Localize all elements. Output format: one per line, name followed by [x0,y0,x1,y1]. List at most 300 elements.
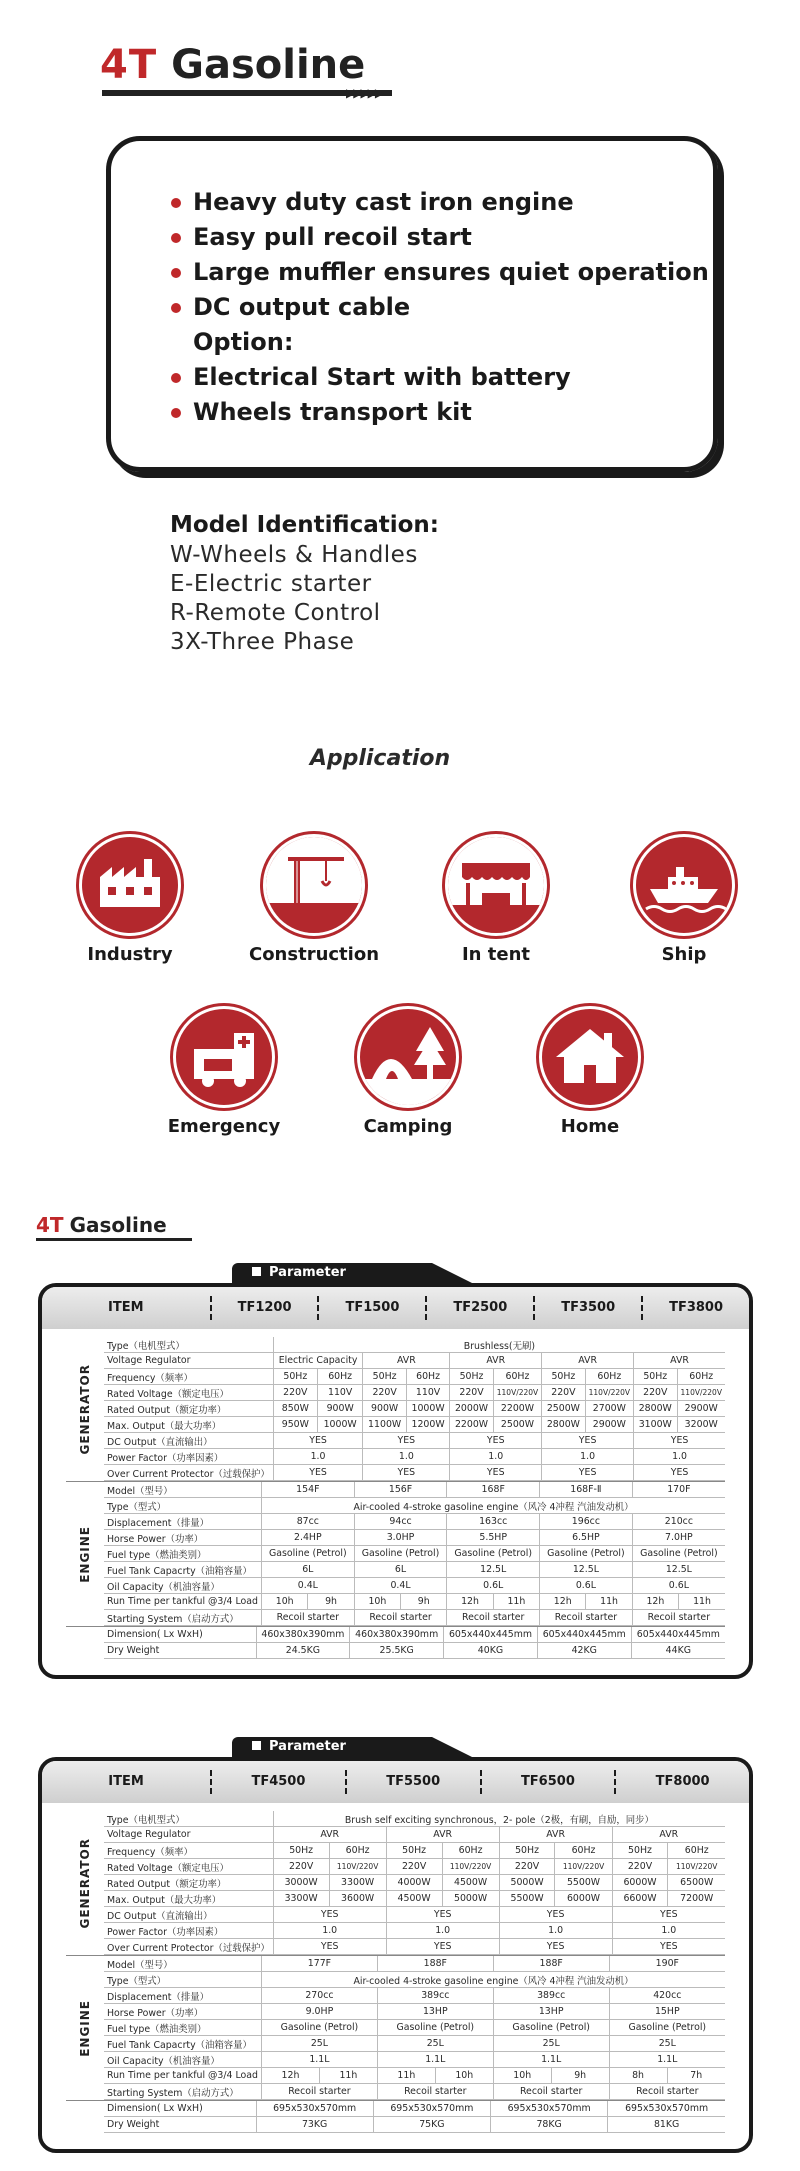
spec-value: 1.1L [609,2052,725,2068]
spec-value: 3200W [677,1417,725,1433]
spec-value: 163cc [447,1514,540,1530]
spec-value: 3100W [634,1417,677,1433]
spec-value: YES [386,1907,499,1923]
app-label: Construction [248,944,380,965]
spec-value: 1.1L [261,2052,377,2068]
spec-value: 110V/220V [555,1859,612,1875]
spec-value: 6.5HP [540,1530,633,1546]
app-construction [224,834,404,965]
spec-key: Run Time per tankful @3/4 Load [104,1594,261,1610]
bullet-dot-icon [171,198,181,208]
application-title: Application [309,746,451,771]
spec-value: Gasoline (Petrol) [540,1546,633,1562]
table-row [104,1482,725,1498]
spec-value: 220V [612,1859,668,1875]
spec-value: 2900W [585,1417,633,1433]
app-ship [594,834,774,965]
spec-key: Dimension( Lx WxH) [104,1627,256,1643]
spec-value: AVR [634,1353,725,1369]
spec-value: 6600W [612,1891,668,1907]
feature-item: Large muffler ensures quiet operation [171,255,709,290]
parameter-table-2 [38,1739,753,2153]
spec-value: 25L [261,2036,377,2052]
spec-key: Frequency（频率） [104,1843,273,1859]
spec-value: 5500W [499,1891,555,1907]
spec-value: Recoil starter [540,1610,633,1626]
spec-value: 154F [261,1482,354,1498]
spec-value: 389cc [493,1988,609,2004]
table-row [104,1907,725,1923]
ship-icon [633,834,735,936]
spec-value: YES [634,1465,725,1481]
table-row [104,1875,725,1891]
spec-value: AVR [450,1353,542,1369]
spec-value: 6500W [668,1875,725,1891]
spec-value: 50Hz [499,1843,555,1859]
spec-value: YES [612,1907,725,1923]
spec-value: 0.6L [540,1578,633,1594]
spec-value: Recoil starter [354,1610,447,1626]
spec-value: YES [499,1939,612,1955]
spec-value: 188F [377,1956,493,1972]
app-label: Industry [87,944,173,965]
spec-value: 695x530x570mm [256,2101,373,2117]
app-label: In tent [461,944,530,965]
spec-value: YES [450,1433,542,1449]
spec-value: 12h [540,1594,586,1610]
table-row [104,1811,725,1827]
app-label: Emergency [167,1116,281,1137]
spec-key: Power Factor（功率因素） [104,1923,273,1939]
spec-value: 60Hz [668,1843,725,1859]
header-model: TF3800 [669,1300,724,1315]
spec-value: 3000W [273,1875,329,1891]
feature-item: Heavy duty cast iron engine [171,185,709,220]
table-row [104,2101,725,2117]
ambulance-icon [173,1006,275,1108]
spec-value: 12h [261,2068,319,2084]
table-row [104,1988,725,2004]
spec-value: 2.4HP [261,1530,354,1546]
section-title-underline [36,1238,192,1241]
parameter-tab: Parameter [232,1263,432,1283]
spec-value: 11h [586,1594,632,1610]
spec-value: Gasoline (Petrol) [632,1546,725,1562]
spec-key: Type（型式） [104,1972,261,1988]
spec-value: 220V [634,1385,677,1401]
spec-value: 78KG [491,2117,608,2133]
spec-value: YES [542,1465,634,1481]
table-row [104,1449,725,1465]
spec-value: 1000W [317,1417,362,1433]
bullet-dot-icon [171,373,181,383]
model-id-line: E-Electric starter [170,571,372,597]
table-row [104,1923,725,1939]
table-row [104,1546,725,1562]
spec-key: Type（电机型式） [104,1337,273,1353]
spec-value: 10h [435,2068,493,2084]
spec-value: 110V/220V [442,1859,499,1875]
spec-value: YES [542,1433,634,1449]
spec-value: 50Hz [273,1369,317,1385]
spec-value: 13HP [493,2004,609,2020]
parameter-table-1 [38,1265,753,1679]
spec-value: 1000W [406,1401,449,1417]
spec-value: Gasoline (Petrol) [493,2020,609,2036]
spec-value: 220V [499,1859,555,1875]
spec-value: 15HP [609,2004,725,2020]
spec-value: 460x380x390mm [256,1627,350,1643]
spec-value: 3300W [329,1875,386,1891]
spec-value: AVR [612,1827,725,1843]
spec-value: 196cc [540,1514,633,1530]
spec-key: Model（型号） [104,1482,261,1498]
app-label: Ship [661,944,707,965]
spec-value: 11h [679,1594,725,1610]
table-row [104,1465,725,1481]
section-title [36,1213,167,1237]
spec-key: Max. Output（最大功率） [104,1417,273,1433]
spec-value: 168F-Ⅱ [540,1482,633,1498]
feature-list [171,185,709,430]
spec-key: Starting System（启动方式） [104,2084,261,2100]
spec-value: 2900W [677,1401,725,1417]
spec-value: 10h [354,1594,400,1610]
spec-value: Recoil starter [261,1610,354,1626]
feature-item: Easy pull recoil start [171,220,709,255]
spec-key: Oil Capacity（机油容量） [104,1578,261,1594]
spec-key: Voltage Regulator [104,1353,273,1369]
spec-value: 4500W [386,1891,442,1907]
spec-value: 170F [632,1482,725,1498]
header-model: TF3500 [535,1296,643,1320]
spec-value: 110V/220V [677,1385,725,1401]
table-row [104,2004,725,2020]
spec-value: 9h [308,1594,354,1610]
spec-value: 188F [493,1956,609,1972]
table-row [104,1562,725,1578]
spec-value: Air-cooled 4-stroke gasoline engine（风冷 4冲程 汽油发动机） [261,1498,725,1514]
spec-value: 2500W [542,1401,585,1417]
spec-value: 695x530x570mm [373,2101,490,2117]
header-model: TF8000 [655,1774,710,1789]
spec-value: 1.1L [377,2052,493,2068]
spec-key: Horse Power（功率） [104,1530,261,1546]
spec-value: 420cc [609,1988,725,2004]
spec-value: 220V [273,1859,329,1875]
dimension-section [66,2101,725,2133]
spec-value: AVR [363,1353,450,1369]
header-item: ITEM [42,1770,212,1794]
spec-value: 25L [609,2036,725,2052]
header-model: TF6500 [482,1770,617,1794]
spec-value: YES [273,1907,386,1923]
app-camping [318,1006,498,1137]
spec-value: 3600W [329,1891,386,1907]
table-row [104,1891,725,1907]
spec-value: 12.5L [632,1562,725,1578]
spec-value: 10h [261,1594,307,1610]
spec-value: 6L [354,1562,447,1578]
spec-key: Run Time per tankful @3/4 Load [104,2068,261,2084]
crane-icon [263,834,365,936]
parameter-header [42,1761,749,1803]
header-model: TF5500 [347,1770,482,1794]
spec-value: AVR [499,1827,612,1843]
spec-value: 2000W [450,1401,493,1417]
spec-value: 1200W [406,1417,449,1433]
spec-value: 695x530x570mm [491,2101,608,2117]
spec-value: 190F [609,1956,725,1972]
spec-value: 110V [406,1385,449,1401]
spec-key: Over Current Protector（过载保护） [104,1939,273,1955]
spec-value: 12h [447,1594,493,1610]
spec-value: Brush self exciting synchronous，2- pole（2极，有刷，自励，同步） [273,1811,725,1827]
spec-value: 5.5HP [447,1530,540,1546]
table-row [104,1401,725,1417]
spec-key: Dry Weight [104,2117,256,2133]
spec-value: YES [634,1433,725,1449]
generator-section [66,1811,725,1956]
spec-value: 25.5KG [350,1643,444,1659]
header-item: ITEM [42,1296,212,1320]
model-identification [170,512,439,658]
title-4t: 4T [100,42,158,88]
spec-value: 177F [261,1956,377,1972]
spec-value: Recoil starter [447,1610,540,1626]
engine-label: ENGINE [78,1525,92,1583]
engine-label: ENGINE [78,1999,92,2057]
table-row [104,2052,725,2068]
spec-value: 168F [447,1482,540,1498]
factory-icon [79,834,181,936]
spec-value: Air-cooled 4-stroke gasoline engine（风冷 4冲程 汽油发动机） [261,1972,725,1988]
dimension-table [104,1627,725,1659]
spec-value: 2200W [450,1417,493,1433]
feature-item: DC output cable [171,290,709,325]
spec-value: 1.0 [273,1923,386,1939]
spec-value: 1.0 [363,1449,450,1465]
spec-value: 7200W [668,1891,725,1907]
spec-value: YES [273,1939,386,1955]
spec-value: 24.5KG [256,1643,350,1659]
title-arrows-icon: ▶▶▶▶▶ [346,86,383,100]
header-model: TF1500 [319,1296,427,1320]
spec-value: 60Hz [406,1369,449,1385]
spec-key: Rated Voltage（额定电压） [104,1385,273,1401]
spec-value: 25L [377,2036,493,2052]
spec-value: 1.0 [386,1923,499,1939]
spec-value: 60Hz [317,1369,362,1385]
table-row [104,1417,725,1433]
app-label: Camping [363,1116,453,1137]
spec-key: Rated Output（额定功率） [104,1401,273,1417]
parameter-tab: Parameter [232,1737,432,1757]
generator-label: GENERATOR [78,1363,92,1455]
spec-value: 8h [609,2068,667,2084]
table-row [104,1433,725,1449]
spec-value: 7h [667,2068,725,2084]
square-icon [252,1741,261,1750]
option-item: Electrical Start with battery [171,360,709,395]
spec-value: YES [499,1907,612,1923]
spec-key: Oil Capacity（机油容量） [104,2052,261,2068]
spec-value: 12.5L [447,1562,540,1578]
table-row [104,1530,725,1546]
spec-value: 87cc [261,1514,354,1530]
spec-value: 75KG [373,2117,490,2133]
engine-section [66,1482,725,1627]
spec-value: 12h [632,1594,678,1610]
spec-value: YES [363,1465,450,1481]
spec-value: 156F [354,1482,447,1498]
spec-value: 900W [363,1401,406,1417]
generator-section [66,1337,725,1482]
spec-value: 2500W [493,1417,541,1433]
bullet-dot-icon [171,233,181,243]
option-label: Option: [193,328,294,356]
table-row [104,1643,725,1659]
header-model: TF2500 [427,1296,535,1320]
spec-value: 2800W [542,1417,585,1433]
model-id-line: 3X-Three Phase [170,629,355,655]
spec-value: 60Hz [329,1843,386,1859]
spec-value: 1.0 [634,1449,725,1465]
tent-tree-icon [357,1006,459,1108]
table-row [104,1578,725,1594]
app-emergency [134,1006,314,1137]
app-home [500,1006,680,1137]
spec-value: 1.1L [493,2052,609,2068]
market-stall-icon [445,834,547,936]
spec-value: Recoil starter [632,1610,725,1626]
spec-key: Fuel type（燃油类别） [104,1546,261,1562]
spec-value: Gasoline (Petrol) [609,2020,725,2036]
table-row [104,2117,725,2133]
app-in-tent [406,834,586,965]
spec-value: Gasoline (Petrol) [377,2020,493,2036]
spec-value: 42KG [537,1643,631,1659]
engine-table [104,1482,725,1626]
spec-value: YES [612,1939,725,1955]
section-title-4t: 4T [36,1213,64,1237]
spec-value: 220V [386,1859,442,1875]
table-row [104,2084,725,2100]
spec-value: 44KG [631,1643,725,1659]
spec-value: 9h [401,1594,447,1610]
table-row [104,2020,725,2036]
main-title [100,42,383,100]
header-model: TF1200 [212,1296,320,1320]
spec-key: Fuel type（燃油类别） [104,2020,261,2036]
dimension-section [66,1627,725,1659]
parameter-body [42,1329,749,1669]
table-row [104,1843,725,1859]
generator-table [104,1337,725,1481]
spec-value: 2700W [585,1401,633,1417]
spec-value: 1.0 [542,1449,634,1465]
generator-table [104,1811,725,1955]
spec-value: 94cc [354,1514,447,1530]
spec-key: Type（电机型式） [104,1811,273,1827]
spec-key: Rated Output（额定功率） [104,1875,273,1891]
spec-value: 1.0 [450,1449,542,1465]
spec-key: Horse Power（功率） [104,2004,261,2020]
spec-value: 3300W [273,1891,329,1907]
spec-value: 9.0HP [261,2004,377,2020]
table-row [104,1939,725,1955]
spec-value: 50Hz [363,1369,406,1385]
spec-value: 5000W [442,1891,499,1907]
table-row [104,1514,725,1530]
spec-value: YES [273,1433,363,1449]
spec-value: 7.0HP [632,1530,725,1546]
generator-label: GENERATOR [78,1837,92,1929]
spec-value: 60Hz [585,1369,633,1385]
table-row [104,1956,725,1972]
spec-value: YES [450,1465,542,1481]
spec-key: Model（型号） [104,1956,261,1972]
table-row [104,1385,725,1401]
table-row [104,2036,725,2052]
table-row [104,1827,725,1843]
spec-key: Over Current Protector（过载保护） [104,1465,273,1481]
spec-value: 2800W [634,1401,677,1417]
spec-value: YES [363,1433,450,1449]
spec-value: 1100W [363,1417,406,1433]
engine-table [104,1956,725,2100]
spec-value: YES [273,1465,363,1481]
spec-value: 110V [317,1385,362,1401]
spec-key: Dimension( Lx WxH) [104,2101,256,2117]
spec-key: Power Factor（功率因素） [104,1449,273,1465]
table-row [104,1610,725,1626]
spec-key: Rated Voltage（额定电压） [104,1859,273,1875]
spec-value: 50Hz [634,1369,677,1385]
spec-key: DC Output（直流输出） [104,1907,273,1923]
spec-value: AVR [273,1827,386,1843]
table-row [104,1369,725,1385]
spec-key: Dry Weight [104,1643,256,1659]
spec-value: 460x380x390mm [350,1627,444,1643]
app-industry [40,834,220,965]
spec-value: 1.0 [612,1923,725,1939]
spec-value: Gasoline (Petrol) [354,1546,447,1562]
table-row [104,1337,725,1353]
spec-value: 220V [273,1385,317,1401]
spec-key: Displacement（排量） [104,1514,261,1530]
spec-value: 60Hz [493,1369,541,1385]
spec-value: 60Hz [555,1843,612,1859]
spec-value: 4500W [442,1875,499,1891]
table-row [104,1627,725,1643]
spec-key: Starting System（启动方式） [104,1610,261,1626]
spec-value: 5500W [555,1875,612,1891]
model-id-line: R-Remote Control [170,600,381,626]
feature-box [106,136,718,472]
spec-key: Frequency（频率） [104,1369,273,1385]
spec-value: 220V [450,1385,493,1401]
spec-value: Gasoline (Petrol) [261,2020,377,2036]
spec-value: Gasoline (Petrol) [447,1546,540,1562]
spec-value: 220V [363,1385,406,1401]
spec-value: YES [386,1939,499,1955]
spec-value: 0.6L [632,1578,725,1594]
spec-key: DC Output（直流输出） [104,1433,273,1449]
spec-value: 900W [317,1401,362,1417]
model-id-heading: Model Identification: [170,512,439,538]
model-id-line: W-Wheels & Handles [170,542,418,568]
